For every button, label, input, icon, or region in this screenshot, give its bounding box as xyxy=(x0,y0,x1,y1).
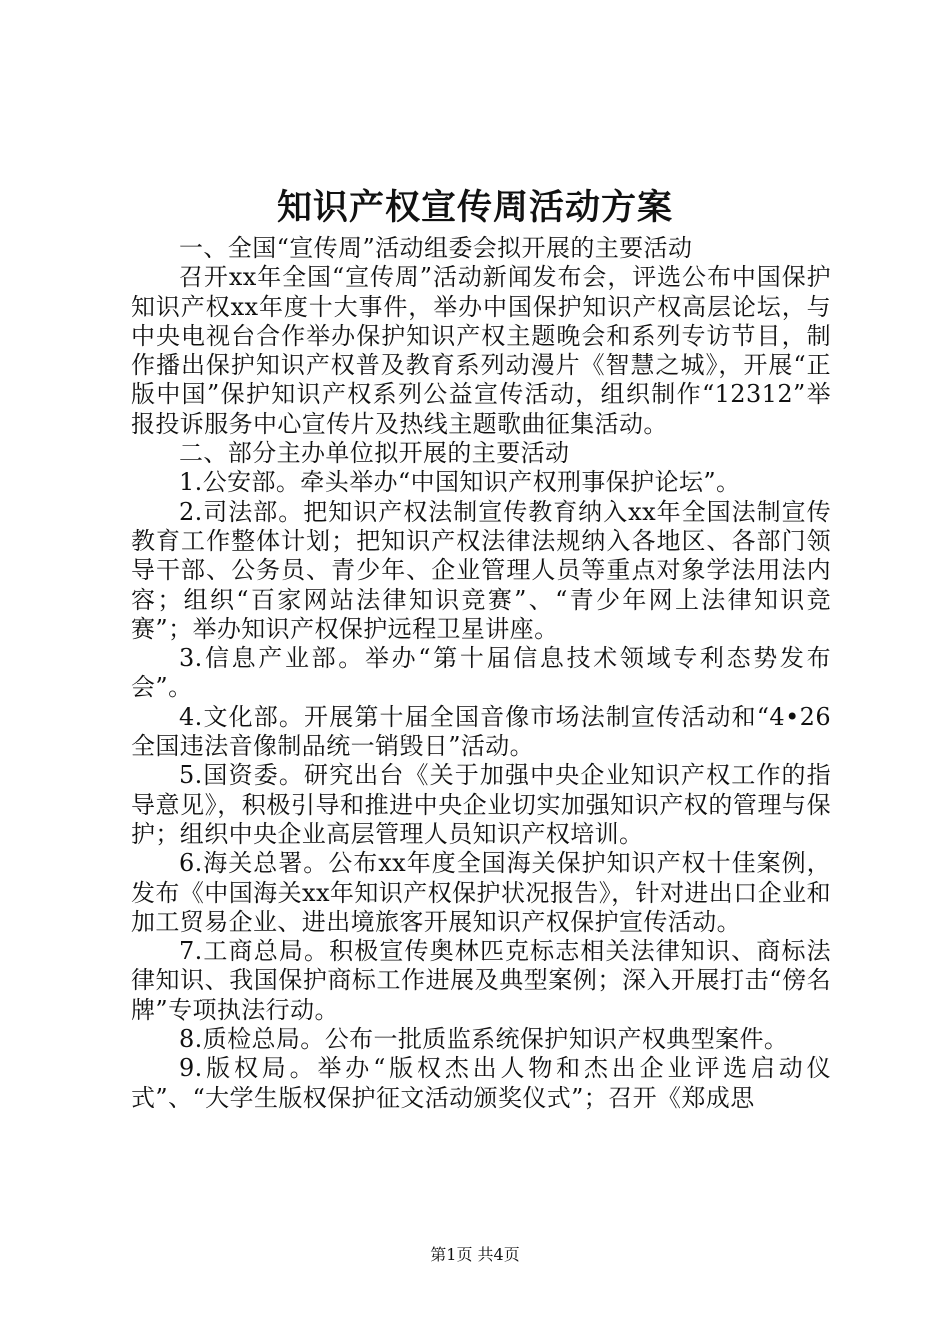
list-item: 7.工商总局。积极宣传奥林匹克标志相关法律知识、商标法律知识、我国保护商标工作进展及典型案例；深入开展打击“傍名牌”专项执法行动。 xyxy=(131,937,831,1024)
list-item: 3.信息产业部。举办“第十届信息技术领域专利态势发布会”。 xyxy=(131,644,831,702)
document-title: 知识产权宣传周活动方案 xyxy=(276,187,673,228)
list-item: 4.文化部。开展第十届全国音像市场法制宣传活动和“4•26全国违法音像制品统一销毁日”活动。 xyxy=(131,702,831,761)
page-footer: 第1页 共4页 xyxy=(430,1245,520,1264)
list-item: 2.司法部。把知识产权法制宣传教育纳入xx年全国法制宣传教育工作整体计划；把知识产权法律法规纳入各地区、各部门领导干部、公务员、青少年、企业管理人员等重点对象学法用法内容；组织“百家网站法律知识竞赛”、“青少年网上法律知识竞赛”；举办知识产权保护远程卫星讲座。 xyxy=(131,497,831,643)
list-item: 1.公安部。牵头举办“中国知识产权刑事保护论坛”。 xyxy=(179,468,741,497)
list-item: 9.版权局。举办“版权杰出人物和杰出企业评选启动仪式”、“大学生版权保护征文活动颁奖仪式”；召开《郑成思 xyxy=(131,1054,831,1112)
section-heading: 二、部分主办单位拟开展的主要活动 xyxy=(179,439,570,468)
list-item: 5.国资委。研究出台《关于加强中央企业知识产权工作的指导意见》，积极引导和推进中央企业切实加强知识产权的管理与保护；组织中央企业高层管理人员知识产权培训。 xyxy=(131,761,831,848)
list-item: 6.海关总署。公布xx年度全国海关保护知识产权十佳案例，发布《中国海关xx年知识产权保护状况报告》，针对进出口企业和加工贸易企业、进出境旅客开展知识产权保护宣传活动。 xyxy=(131,849,831,936)
section-heading: 一、全国“宣传周”活动组委会拟开展的主要活动 xyxy=(179,234,693,262)
list-item: 8.质检总局。公布一批质监系统保护知识产权典型案件。 xyxy=(179,1025,789,1054)
paragraph: 召开xx年全国“宣传周”活动新闻发布会，评选公布中国保护知识产权xx年度十大事件，举办中国保护知识产权高层论坛，与中央电视台合作举办保护知识产权主题晚会和系列专访节目，制作播出保护知识产权普及教育系列动漫片《智慧之城》，开展“正版中国”保护知识产权系列公益宣传活动，组织制作“12312”举报投诉服务中心宣传片及热线主题歌曲征集活动。 xyxy=(131,263,831,438)
document-body xyxy=(131,234,831,1113)
